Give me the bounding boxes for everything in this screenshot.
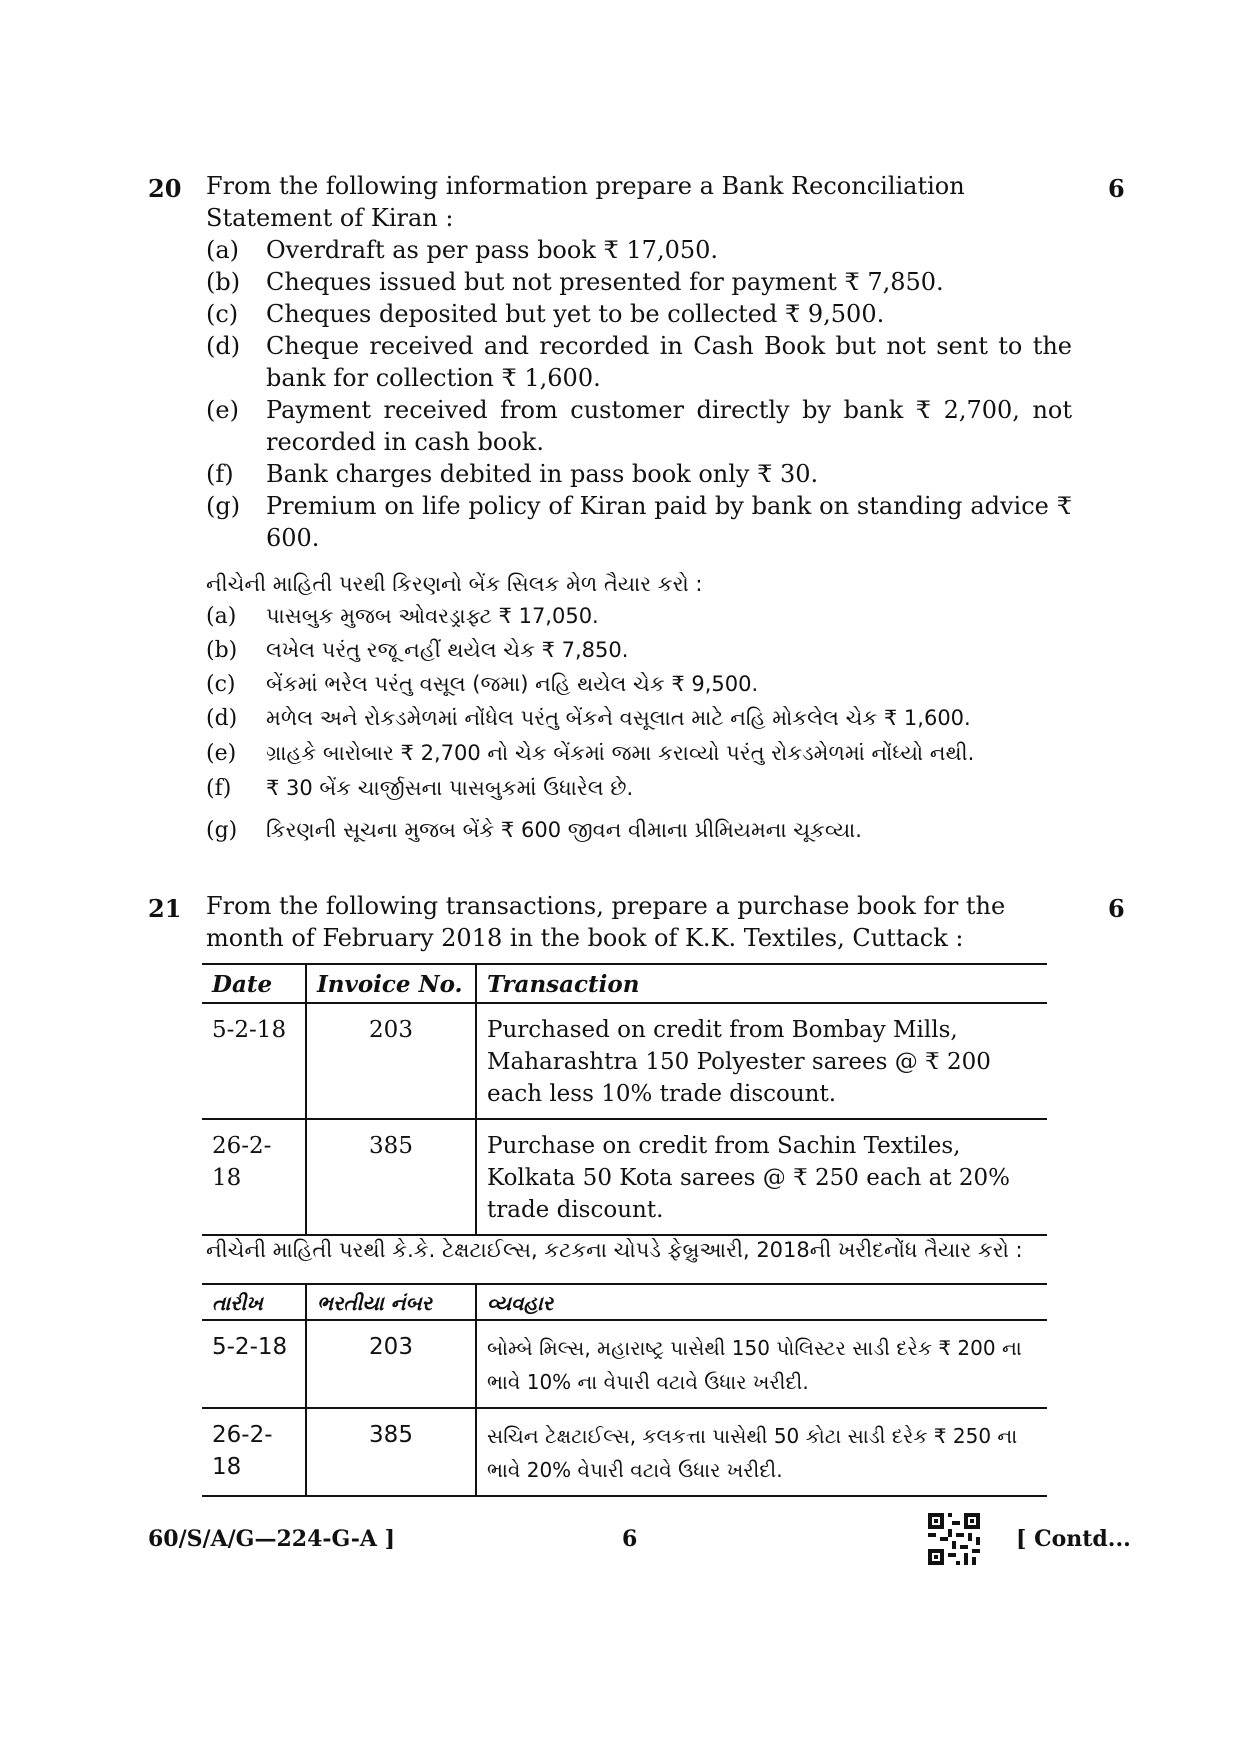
column-header: ભરતીયા નંબર	[306, 1284, 476, 1320]
list-item: (b) Cheques issued but not presented for payment ₹ 7,850.	[206, 268, 944, 296]
purchase-table-english	[202, 963, 1047, 1236]
table-header-row	[202, 964, 1047, 1003]
invoice-cell: 203	[306, 1320, 476, 1408]
list-item: (d) Cheque received and recorded in Cash Book but not sent to the bank for collection ₹ 1,600.	[206, 332, 1072, 392]
question-marks: 6	[1108, 894, 1125, 923]
date-cell: 5-2-18	[202, 1320, 306, 1408]
gujarati-list-item: (f) ₹ 30 બેંક ચાર્જીસના પાસબુકમાં ઉધારેલ છે.	[206, 776, 634, 801]
column-header: Date	[202, 964, 306, 1003]
question-text: From the following transactions, prepare a purchase book for the month of February 2018 in the book of K.K. Textiles, Cuttack :	[206, 892, 1006, 952]
invoice-cell: 385	[306, 1408, 476, 1496]
gujarati-list-item: (a) પાસબુક મુજબ ઓવરડ્રાફ્ટ ₹ 17,050.	[206, 604, 599, 629]
purchase-table-gujarati	[202, 1283, 1047, 1497]
qr-code-icon	[928, 1513, 980, 1565]
gujarati-list-item: (c) બેંકમાં ભરેલ પરંતુ વસૂલ (જમા) નહિ થયેલ ચેક ₹ 9,500.	[206, 672, 759, 697]
page-number: 6	[622, 1526, 638, 1552]
transaction-cell: Purchase on credit from Sachin Textiles, Kolkata 50 Kota sarees @ ₹ 250 each at 20% trade discount.	[487, 1133, 1010, 1223]
gujarati-intro: નીચેની માહિતી પરથી કે.કે. ટેક્ષટાઈલ્સ, કટકના ચોપડે ફેબ્રુઆરી, 2018ની ખરીદનોંધ તૈયાર કરો :	[206, 1238, 1023, 1262]
invoice-cell: 385	[306, 1119, 476, 1235]
gujarati-list-item: (g) કિરણની સૂચના મુજબ બેંકે ₹ 600 જીવન વીમાના પ્રીમિયમના ચૂકવ્યા.	[206, 818, 862, 843]
gujarati-list-item: (e) ગ્રાહકે બારોબાર ₹ 2,700 નો ચેક બેંકમાં જમા કરાવ્યો પરંતુ રોકડમેળમાં નોંધ્યો નથી.	[206, 741, 975, 766]
question-text: From the following information prepare a Bank Reconciliation Statement of Kiran :	[206, 172, 965, 232]
question-number: 20	[148, 174, 182, 203]
column-header: તારીખ	[202, 1284, 306, 1320]
date-cell: 5-2-18	[202, 1003, 306, 1119]
question-marks: 6	[1108, 174, 1125, 203]
gujarati-list-item: (d) મળેલ અને રોકડમેળમાં નોંધેલ પરંતુ બેંકને વસૂલાત માટે નહિ મોકલેલ ચેક ₹ 1,600.	[206, 706, 971, 731]
date-cell: 26-2-18	[202, 1408, 306, 1496]
gujarati-intro: નીચેની માહિતી પરથી કિરણનો બેંક સિલક મેળ તૈયાર કરો :	[206, 572, 703, 596]
transaction-cell: Purchased on credit from Bombay Mills, Maharashtra 150 Polyester sarees @ ₹ 200 each less 10% trade discount.	[487, 1017, 991, 1107]
table-row	[202, 1119, 1047, 1235]
list-item: (a) Overdraft as per pass book ₹ 17,050.	[206, 236, 719, 264]
table-row	[202, 1003, 1047, 1119]
table-row	[202, 1408, 1047, 1496]
column-header: Invoice No.	[306, 964, 476, 1003]
list-item: (f) Bank charges debited in pass book only ₹ 30.	[206, 460, 819, 488]
continued-label: [ Contd...	[1016, 1526, 1131, 1552]
paper-code: 60/S/A/G—224-G-A ]	[148, 1526, 395, 1552]
gujarati-list-item: (b) લખેલ પરંતુ રજૂ નહીં થયેલ ચેક ₹ 7,850.	[206, 638, 629, 663]
question-number: 21	[148, 894, 182, 923]
column-header: વ્યવહાર	[487, 1291, 553, 1315]
transaction-cell: સચિન ટેક્ષટાઈલ્સ, કલકત્તા પાસેથી 50 કોટા સાડી દરેક ₹ 250 ના ભાવે 20% વેપારી વટાવે ઉધાર ખરીદી.	[487, 1424, 1018, 1482]
list-item: (g) Premium on life policy of Kiran paid by bank on standing advice ₹ 600.	[206, 492, 1072, 552]
list-item: (e) Payment received from customer directly by bank ₹ 2,700, not recorded in cash book.	[206, 396, 1072, 456]
invoice-cell: 203	[306, 1003, 476, 1119]
table-row	[202, 1320, 1047, 1408]
column-header: Transaction	[487, 971, 640, 998]
list-item: (c) Cheques deposited but yet to be collected ₹ 9,500.	[206, 300, 885, 328]
table-header-row	[202, 1284, 1047, 1320]
english-items	[206, 234, 1072, 554]
transaction-cell: બોમ્બે મિલ્સ, મહારાષ્ટ્ર પાસેથી 150 પોલિસ્ટર સાડી દરેક ₹ 200 ના ભાવે 10% ના વેપારી વટાવે ઉધાર ખરીદી.	[487, 1336, 1022, 1394]
date-cell: 26-2-18	[202, 1119, 306, 1235]
